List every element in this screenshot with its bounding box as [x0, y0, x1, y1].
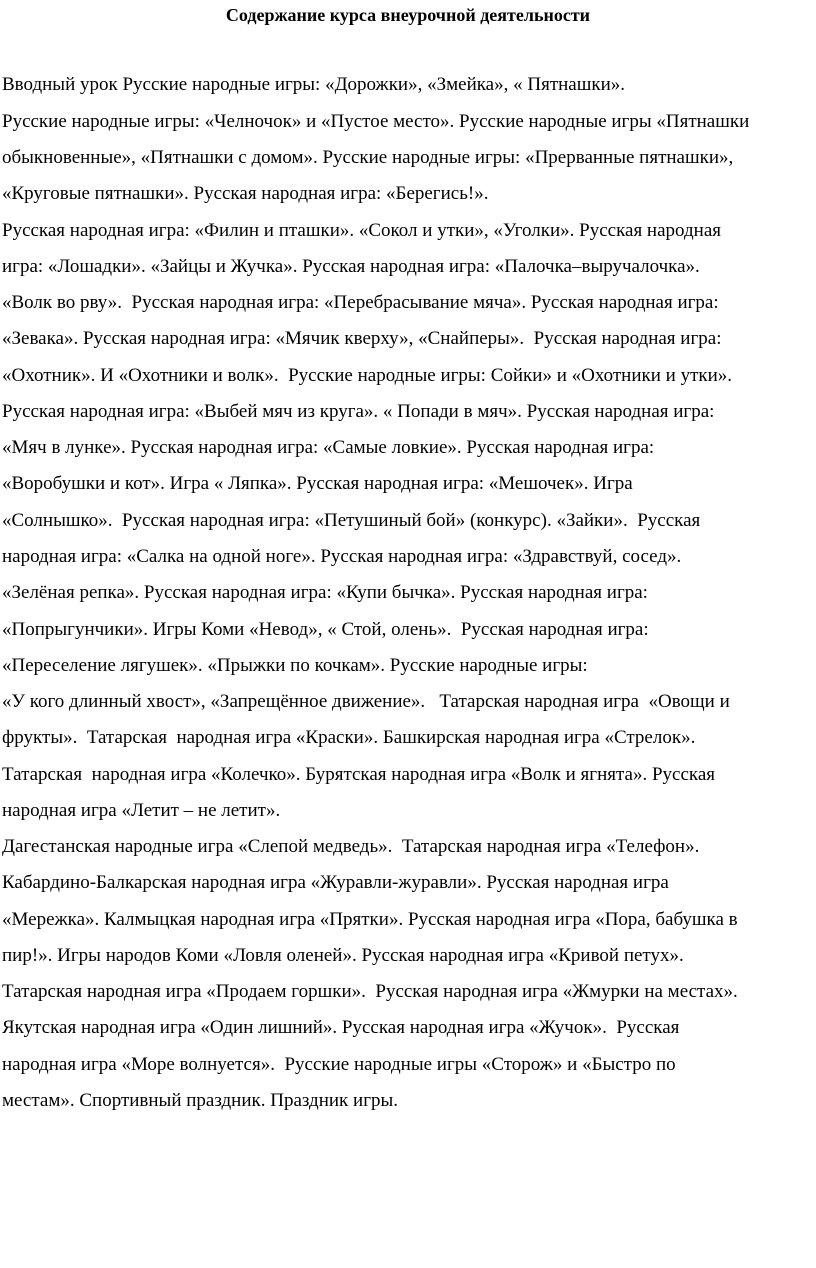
text-line: «Зевака». Русская народная игра: «Мячик кверху», «Снайперы». Русская народная игра: — [2, 328, 722, 349]
text-line: местам». Спортивный праздник. Праздник игры. — [2, 1090, 399, 1111]
text-line: Русская народная игра: «Выбей мяч из круга». « Попади в мяч». Русская народная игра: — [2, 401, 715, 422]
text-line: Русские народные игры: «Челночок» и «Пустое место». Русские народные игры «Пятнашки — [2, 111, 750, 132]
document-title: Содержание курса внеурочной деятельности — [225, 5, 591, 25]
text-line: Татарская народная игра «Колечко». Бурятская народная игра «Волк и ягнята». Русская — [2, 764, 716, 785]
text-line: фрукты». Татарская народная игра «Краски». Башкирская народная игра «Стрелок». — [2, 727, 696, 748]
text-line: народная игра «Летит – не летит». — [2, 800, 281, 821]
text-line: народная игра: «Салка на одной ноге». Русская народная игра: «Здравствуй, сосед». — [2, 546, 682, 567]
text-line: «Мяч в лунке». Русская народная игра: «Самые ловкие». Русская народная игра: — [2, 437, 655, 458]
text-line: игра: «Лошадки». «Зайцы и Жучка». Русская народная игра: «Палочка–выручалочка». — [2, 256, 700, 277]
text-line: «У кого длинный хвост», «Запрещённое движение». Татарская народная игра «Овощи и — [2, 691, 730, 712]
text-line: Дагестанская народные игра «Слепой медведь». Татарская народная игра «Телефон». — [2, 836, 700, 857]
text-line: обыкновенные», «Пятнашки с домом». Русские народные игры: «Прерванные пятнашки», — [2, 147, 734, 168]
text-line: Кабардино-Балкарская народная игра «Журавли-журавли». Русская народная игра — [2, 872, 669, 893]
text-line: «Охотник». И «Охотники и волк». Русские народные игры: Сойки» и «Охотники и утки». — [2, 365, 733, 386]
text-line: пир!». Игры народов Коми «Ловля оленей». Русская народная игра «Кривой петух». — [2, 945, 684, 966]
text-line: народная игра «Море волнуется». Русские народные игры «Сторож» и «Быстро по — [2, 1054, 676, 1075]
text-line: «Мережка». Калмыцкая народная игра «Прятки». Русская народная игра «Пора, бабушка в — [2, 909, 738, 930]
text-line: «Солнышко». Русская народная игра: «Петушиный бой» (конкурс). «Зайки». Русская — [2, 510, 701, 531]
text-line: Вводный урок Русские народные игры: «Дорожки», «Змейка», « Пятнашки». — [2, 74, 626, 95]
text-line: «Переселение лягушек». «Прыжки по кочкам». Русские народные игры: — [2, 655, 588, 676]
text-line: «Попрыгунчики». Игры Коми «Невод», « Стой, олень». Русская народная игра: — [2, 619, 649, 640]
text-line: «Круговые пятнашки». Русская народная игра: «Берегись!». — [2, 183, 489, 204]
text-line: «Воробушки и кот». Игра « Ляпка». Русская народная игра: «Мешочек». Игра — [2, 473, 633, 494]
text-line: «Волк во рву». Русская народная игра: «Перебрасывание мяча». Русская народная игра: — [2, 292, 719, 313]
text-line: «Зелёная репка». Русская народная игра: «Купи бычка». Русская народная игра: — [2, 582, 648, 603]
text-line: Татарская народная игра «Продаем горшки». Русская народная игра «Жмурки на местах». — [2, 981, 738, 1002]
text-line: Русская народная игра: «Филин и пташки». «Сокол и утки», «Уголки». Русская народная — [2, 220, 721, 241]
text-line: Якутская народная игра «Один лишний». Русская народная игра «Жучок». Русская — [2, 1017, 680, 1038]
